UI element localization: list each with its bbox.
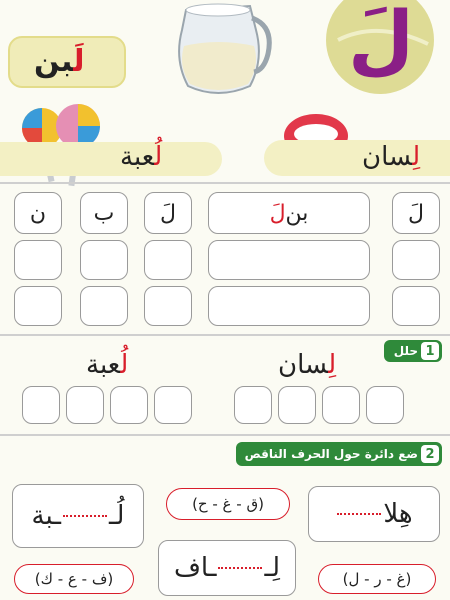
milk-jug-image <box>168 0 278 100</box>
missing-letter-item <box>308 486 440 542</box>
exercise1-word-right <box>278 350 336 380</box>
grid-empty-cell[interactable] <box>14 286 62 326</box>
top-word-letter: لَ <box>73 44 85 79</box>
analysis-box[interactable] <box>366 386 404 424</box>
exercise2-label: ضع دائرة حول الحرف الناقص <box>244 447 418 461</box>
grid-empty-cell[interactable] <box>80 286 128 326</box>
exercise1-number: 1 <box>421 342 439 360</box>
grid-empty-cell[interactable] <box>208 286 370 326</box>
analysis-box[interactable] <box>154 386 192 424</box>
exercise1-word-left-rest: عبة <box>86 350 121 380</box>
analysis-box[interactable] <box>322 386 360 424</box>
grid-letter-cell: لَ <box>392 192 440 234</box>
item2-choices[interactable]: (ق - غ - ح) <box>166 488 290 520</box>
left-picture-rest: عبة <box>120 142 155 172</box>
exercise1-word-left <box>86 350 128 380</box>
analysis-box[interactable] <box>66 386 104 424</box>
missing-letter-item <box>158 540 296 596</box>
grid-empty-cell[interactable] <box>392 240 440 280</box>
item2-blank[interactable] <box>218 567 262 569</box>
divider-mid <box>0 334 450 336</box>
grid-empty-cell[interactable] <box>208 240 370 280</box>
analysis-box[interactable] <box>110 386 148 424</box>
item1-blank[interactable] <box>337 513 381 515</box>
grid-letter-2: ب <box>80 192 128 234</box>
grid-word-cell <box>208 192 370 234</box>
top-word-rest: بن <box>34 44 74 79</box>
exercise1-word-right-rest: سان <box>278 350 329 380</box>
divider-low <box>0 434 450 436</box>
exercise1-badge <box>384 340 442 362</box>
grid-letter-1: لَ <box>144 192 192 234</box>
exercise2-number: 2 <box>421 445 439 463</box>
left-picture-word <box>120 142 162 172</box>
divider-top <box>0 182 450 184</box>
exercise2-badge <box>236 442 442 466</box>
top-word <box>34 44 85 79</box>
grid-empty-cell[interactable] <box>392 286 440 326</box>
exercise1-word-left-letter: لُ <box>120 350 129 380</box>
right-picture-rest: سان <box>362 142 413 172</box>
grid-letter-3: ن <box>14 192 62 234</box>
left-picture-band <box>0 142 222 176</box>
grid-empty-cell[interactable] <box>144 286 192 326</box>
item3-blank[interactable] <box>63 515 107 517</box>
right-picture-letter: لِ <box>412 142 421 172</box>
big-letter: لَ <box>348 0 414 83</box>
grid-empty-cell[interactable] <box>14 240 62 280</box>
right-picture-word <box>362 142 420 172</box>
item1-prefix: هِلا <box>383 499 413 529</box>
item2-prefix: لِـ <box>264 553 281 583</box>
right-picture-band <box>264 140 450 176</box>
left-picture-letter: لُ <box>154 142 163 172</box>
item2-suffix: ـاف <box>173 553 217 583</box>
grid-empty-cell[interactable] <box>80 240 128 280</box>
item3-prefix: لُـ <box>108 501 125 531</box>
missing-letter-item <box>12 484 144 548</box>
grid-word-letter: لَ <box>269 200 286 226</box>
analysis-box[interactable] <box>22 386 60 424</box>
analysis-box[interactable] <box>234 386 272 424</box>
item3-suffix: ـبة <box>31 501 61 531</box>
item1-choices[interactable]: (غ - ر - ل) <box>318 564 436 594</box>
analysis-box[interactable] <box>278 386 316 424</box>
exercise1-label: حلل <box>393 344 418 358</box>
item3-choices[interactable]: (ف - ع - ك) <box>14 564 134 594</box>
grid-empty-cell[interactable] <box>144 240 192 280</box>
grid-word-rest: بن <box>285 200 309 226</box>
exercise1-word-right-letter: لِ <box>328 350 337 380</box>
